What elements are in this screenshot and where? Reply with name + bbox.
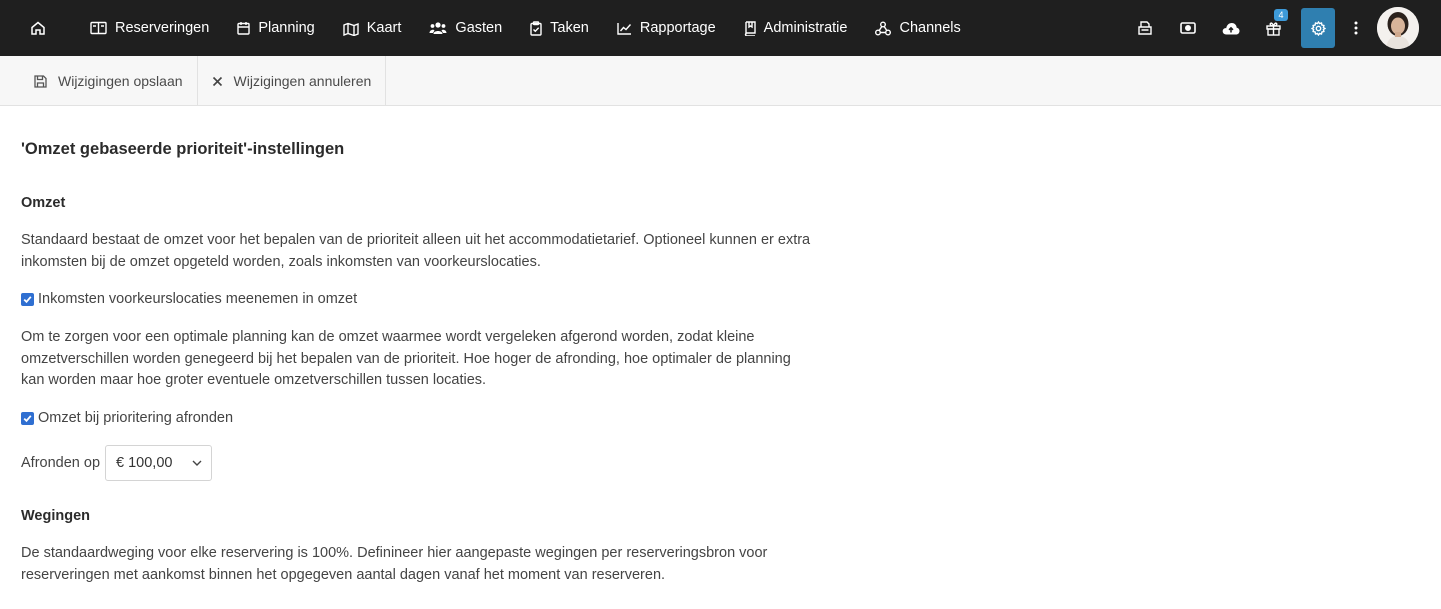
printer-button[interactable] <box>1123 0 1166 56</box>
round-revenue-label[interactable]: Omzet bij prioritering afronden <box>38 410 234 426</box>
nav-item-channels[interactable] <box>861 0 974 56</box>
save-icon <box>34 75 47 88</box>
top-navigation <box>0 0 1441 56</box>
nav-item-reserveringen[interactable] <box>76 0 223 56</box>
checkmark-icon <box>23 295 32 304</box>
close-icon <box>212 76 223 87</box>
more-options-button[interactable] <box>1341 0 1371 56</box>
book-icon <box>744 21 756 36</box>
cloud-upload-button[interactable] <box>1209 0 1252 56</box>
nav-item-label: Rapportage <box>639 20 716 36</box>
round-to-label: Afronden op <box>21 455 101 471</box>
channels-icon <box>875 21 891 36</box>
round-to-row <box>21 445 212 481</box>
wegingen-description: De standaardweging voor elke reservering is 100%. Definineer hier aangepaste wegingen per reserveringsbron voor reserveringen met aankomst binnen het opgegeven aantal dagen vanaf het moment van reserveren. <box>21 545 768 583</box>
cancel-changes-button[interactable] <box>198 56 387 106</box>
nav-item-label: Administratie <box>763 20 848 36</box>
rounding-description: Om te zorgen voor een optimale planning kan de omzet waarmee wordt vergeleken afgerond worden, zodat kleine omzetverschillen worden genegeerd bij het bepalen van de prioriteit. Hoe hoger de afronding, hoe optimaler de planning kan worden maar hoe groter eventuele omzetverschillen tussen locaties. <box>21 329 791 389</box>
calendar-icon <box>237 21 250 35</box>
checkmark-icon <box>23 414 32 423</box>
gift-button[interactable] <box>1252 0 1295 56</box>
cloud-upload-icon <box>1222 22 1240 35</box>
action-toolbar <box>0 56 1441 106</box>
gift-icon <box>1266 21 1281 36</box>
omzet-description: Standaard bestaat de omzet voor het bepalen van de prioriteit alleen uit het accommodatietarief. Optioneel kunnen er extra inkomsten bij de omzet opgeteld worden, zoals inkomsten van voorkeurslocaties. <box>21 232 811 270</box>
section-heading-omzet: Omzet <box>21 195 66 211</box>
round-revenue-checkbox[interactable] <box>21 412 34 425</box>
home-icon <box>30 20 46 36</box>
nav-item-gasten[interactable] <box>415 0 516 56</box>
gear-icon <box>1311 21 1326 36</box>
page-title: 'Omzet gebaseerde prioriteit'-instellingen <box>21 140 345 158</box>
nav-item-administratie[interactable] <box>730 0 862 56</box>
kebab-menu-icon <box>1354 21 1358 35</box>
round-to-value: € 100,00 <box>116 455 173 471</box>
reservations-icon <box>90 21 107 35</box>
save-changes-button[interactable] <box>0 56 198 106</box>
tasks-icon <box>530 21 542 36</box>
save-changes-label: Wijzigingen opslaan <box>58 73 183 89</box>
map-icon <box>343 21 359 36</box>
chart-line-icon <box>617 22 632 35</box>
user-avatar-image <box>1377 7 1419 49</box>
guests-icon <box>429 21 447 35</box>
nav-item-label: Taken <box>550 20 589 36</box>
notification-badge: 4 <box>1274 9 1288 21</box>
nav-item-kaart[interactable] <box>329 0 416 56</box>
settings-button[interactable] <box>1301 8 1335 48</box>
cancel-changes-label: Wijzigingen annuleren <box>233 73 372 89</box>
nav-item-label: Channels <box>899 20 961 36</box>
round-revenue-row <box>21 410 233 426</box>
home-button[interactable] <box>0 0 76 56</box>
nav-right-actions <box>1123 0 1441 56</box>
include-preferences-checkbox[interactable] <box>21 293 34 306</box>
nav-item-label: Kaart <box>366 20 402 36</box>
section-heading-wegingen: Wegingen <box>21 508 91 524</box>
nav-item-taken[interactable] <box>516 0 603 56</box>
include-preferences-label[interactable]: Inkomsten voorkeurslocaties meenemen in omzet <box>38 291 358 307</box>
cash-button[interactable] <box>1166 0 1209 56</box>
nav-item-label: Gasten <box>455 20 503 36</box>
include-preferences-row <box>21 291 357 307</box>
printer-icon <box>1138 21 1152 36</box>
nav-item-label: Planning <box>258 20 315 36</box>
money-icon <box>1180 22 1196 34</box>
nav-item-rapportage[interactable] <box>603 0 730 56</box>
nav-item-label: Reserveringen <box>115 20 210 36</box>
user-avatar[interactable] <box>1377 7 1419 49</box>
nav-item-planning[interactable] <box>223 0 328 56</box>
chevron-down-icon <box>192 460 202 466</box>
round-to-select[interactable] <box>105 445 212 481</box>
